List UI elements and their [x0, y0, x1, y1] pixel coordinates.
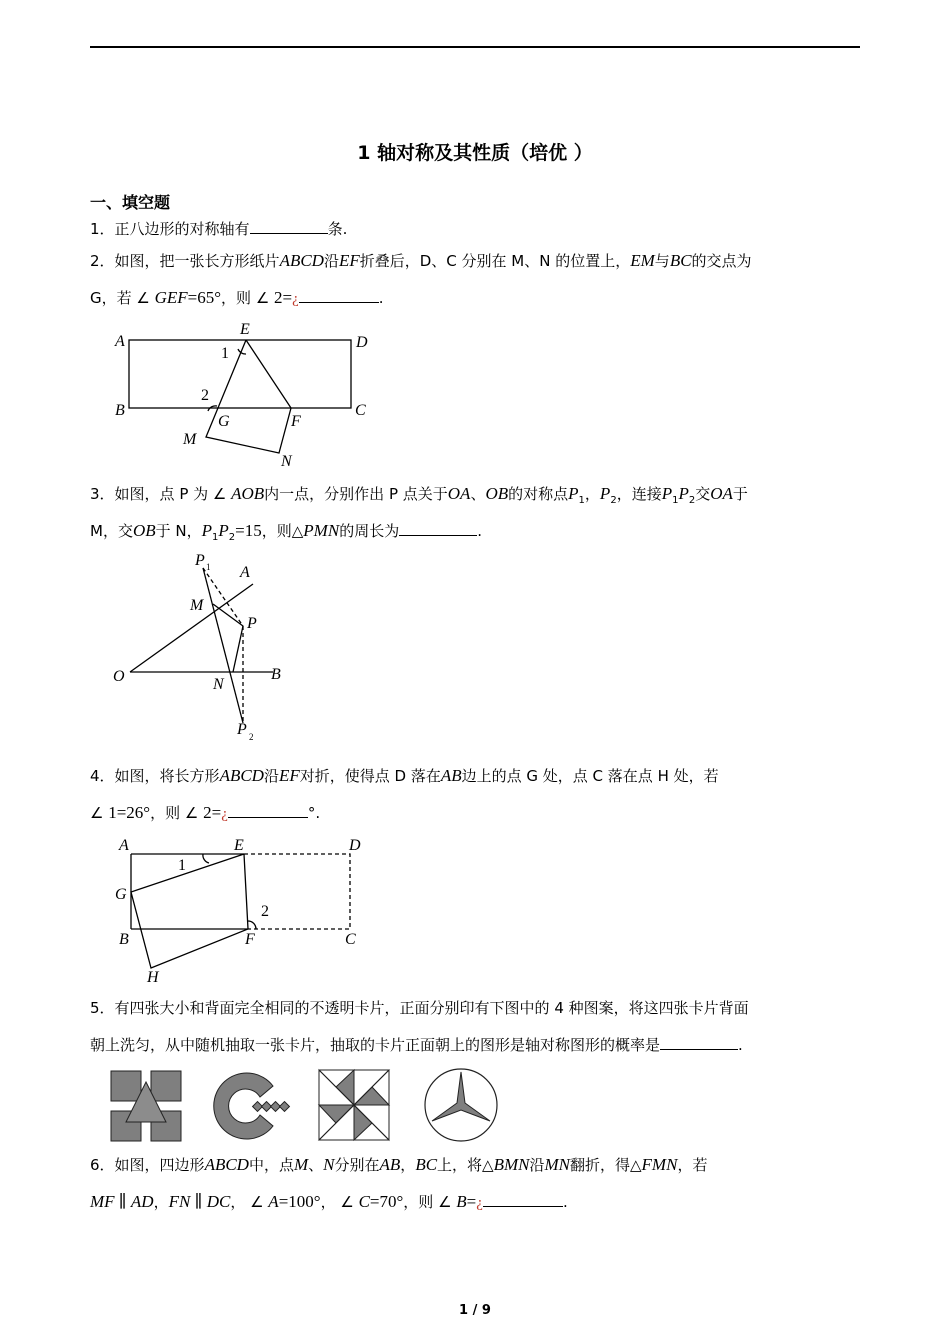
q3-text: 于 N，	[155, 522, 202, 540]
q5-text: 朝上洗匀，从中随机抽取一张卡片，抽取的卡片正面朝上的图形是轴对称图形的概率是	[90, 1036, 661, 1054]
q4-label-B: B	[119, 931, 129, 948]
q5-card-4-circle-star	[422, 1066, 500, 1144]
q2-label-A: A	[115, 333, 125, 350]
q3-math: PMN	[303, 521, 340, 540]
q4-glyph: ¿	[221, 806, 228, 822]
q4-number-value: 1=26°	[108, 803, 151, 822]
q3-math: P	[599, 484, 611, 503]
question-6-line-2	[90, 1191, 568, 1212]
q4-math: ABCD	[219, 766, 264, 785]
q2-label-C: C	[355, 402, 366, 419]
q3-text: 的周长为	[339, 522, 400, 540]
q6-math: BC	[415, 1155, 438, 1174]
section-heading: 一、填空题	[90, 193, 171, 212]
q4-label-G: G	[115, 886, 127, 903]
q3-label-B: B	[271, 666, 281, 683]
q2-label-B: B	[115, 402, 125, 419]
q4-folded-part	[131, 854, 248, 968]
q6-parallel-sign: ∥	[190, 1192, 207, 1211]
q2-text: ，则 ∠	[221, 289, 275, 307]
q2-math: BC	[669, 251, 692, 270]
q2-number: 2．	[90, 252, 115, 270]
q3-label-P2: P	[237, 721, 247, 738]
q3-segment-PN	[233, 626, 243, 672]
q3-math: P	[568, 484, 579, 503]
q5-number: 5．	[90, 999, 115, 1017]
q2-label-E: E	[240, 321, 250, 338]
q4-text: ，则 ∠	[150, 804, 204, 822]
q4-text: ∠	[90, 804, 109, 822]
q3-dashed-P1P	[203, 568, 243, 626]
q6-math: FMN	[641, 1155, 678, 1174]
question-6-line-1	[90, 1154, 707, 1175]
q4-math: AB	[440, 766, 462, 785]
q6-math: AD	[130, 1192, 154, 1211]
q5-card-3-pinwheel	[318, 1069, 390, 1141]
q6-math: B	[456, 1192, 467, 1211]
q4-angle-1-arc	[203, 854, 209, 863]
q4-label-D: D	[349, 837, 361, 854]
q3-label-P1: P	[195, 552, 205, 569]
q3-label-A: A	[240, 564, 250, 581]
q3-answer-blank[interactable]	[399, 521, 477, 536]
q4-number: 4．	[90, 767, 115, 785]
q6-number: 6．	[90, 1156, 115, 1174]
q2-text: 如图，把一张长方形纸片	[114, 252, 280, 270]
q3-math: OB	[132, 521, 156, 540]
q4-figure	[105, 832, 375, 992]
q6-number-value: =100°	[278, 1192, 321, 1211]
q4-text: 沿	[263, 767, 279, 785]
q6-number-value: =70°	[369, 1192, 404, 1211]
q2-text-end: .	[378, 289, 384, 307]
q6-math: BMN	[493, 1155, 530, 1174]
q6-text: 翻折，得△	[570, 1156, 642, 1174]
q2-folded-part	[206, 340, 291, 453]
q6-number-value: =	[466, 1192, 477, 1211]
q3-text-end: .	[477, 522, 482, 540]
q3-text: 如图，点 P 为 ∠	[114, 485, 232, 503]
q6-parallel-sign: ∥	[114, 1192, 131, 1211]
q3-text: 交	[695, 485, 711, 503]
q3-text: ，则△	[261, 522, 304, 540]
q3-math: OB	[485, 484, 509, 503]
q6-text: 分别在	[334, 1156, 380, 1174]
q4-answer-blank[interactable]	[228, 803, 308, 818]
q6-text-end: .	[562, 1193, 568, 1211]
q2-label-2: 2	[201, 387, 209, 404]
q3-text: ，	[584, 485, 600, 503]
q3-label-N: N	[213, 676, 224, 693]
q2-math: EF	[338, 251, 360, 270]
q4-label-F: F	[245, 931, 255, 948]
q4-text-end: °.	[307, 804, 321, 822]
q3-label-P: P	[247, 615, 257, 632]
q6-text: ，则 ∠	[403, 1193, 457, 1211]
page-number: 1 / 9	[459, 1303, 491, 1318]
q2-text: 的交点为	[691, 252, 752, 270]
q3-text: M，交	[90, 522, 133, 540]
q3-line-P1P2	[203, 568, 243, 723]
q6-text: ，	[153, 1193, 169, 1211]
q6-math: N	[323, 1155, 335, 1174]
q6-math: AB	[379, 1155, 401, 1174]
question-5-line-2	[90, 1034, 743, 1055]
q4-label-C: C	[345, 931, 356, 948]
q4-label-E: E	[234, 837, 244, 854]
q4-math: EF	[278, 766, 300, 785]
q4-text: 边上的点 G 处，点 C 落在点 H 处，若	[461, 767, 719, 785]
q2-number-value: =65°	[187, 288, 222, 307]
q4-label-2: 2	[261, 903, 269, 920]
q4-label-A: A	[119, 837, 129, 854]
q3-label-P1-sub: 1	[206, 562, 211, 572]
q3-subscript: 1	[212, 532, 219, 543]
q3-math: P	[678, 484, 689, 503]
question-5-line-1	[90, 997, 749, 1018]
q2-text: 沿	[323, 252, 339, 270]
q2-text: 折叠后，D、C 分别在 M、N 的位置上，	[359, 252, 631, 270]
q5-text: 有四张大小和背面完全相同的不透明卡片，正面分别印有下图中的 4 种图案，将这四张卡片背面	[114, 999, 749, 1017]
q3-subscript: 2	[228, 532, 236, 543]
q3-subscript: 2	[610, 495, 617, 506]
q6-text: 沿	[529, 1156, 545, 1174]
q6-math: MN	[544, 1155, 570, 1174]
q4-label-H: H	[147, 969, 159, 986]
question-4-line-2	[90, 802, 320, 823]
q6-text: ，若	[677, 1156, 708, 1174]
q6-math: C	[358, 1192, 370, 1211]
q4-angle-2-arc	[248, 921, 256, 929]
q6-math: A	[268, 1192, 279, 1211]
q6-text: 如图，四边形	[114, 1156, 205, 1174]
q2-number-value: 2=	[274, 288, 293, 307]
q5-card-1-squares-triangle	[110, 1070, 182, 1142]
q6-text: ，	[400, 1156, 416, 1174]
q6-text: 上，将△	[437, 1156, 494, 1174]
q3-number-value: =15	[235, 521, 262, 540]
q2-math: EM	[630, 251, 655, 270]
q2-figure	[105, 316, 385, 476]
q5-card-2-c-shape	[208, 1068, 288, 1144]
q2-answer-blank[interactable]	[299, 288, 379, 303]
q2-label-F: F	[291, 413, 301, 430]
q6-math: FN	[168, 1192, 191, 1211]
question-4-line-1	[90, 765, 719, 786]
q3-math: AOB	[231, 484, 265, 503]
q2-label-M: M	[183, 431, 197, 448]
q3-text: 内一点，分别作出 P 点关于	[264, 485, 448, 503]
q3-figure	[105, 548, 305, 748]
q2-glyph: ¿	[292, 291, 299, 307]
q4-text: 如图，将长方形	[114, 767, 220, 785]
q4-label-1: 1	[178, 857, 186, 874]
q2-text: 与	[654, 252, 670, 270]
question-2-line-2	[90, 287, 384, 308]
q5-text-end: .	[738, 1036, 743, 1054]
q4-dashed-original	[244, 854, 350, 929]
q6-text: 、	[308, 1156, 324, 1174]
header-rule	[90, 46, 860, 48]
q1-text-end: 条.	[327, 220, 348, 238]
q3-label-O: O	[113, 668, 125, 685]
q6-math: ABCD	[204, 1155, 249, 1174]
q3-text: ，连接	[616, 485, 662, 503]
q6-glyph: ¿	[476, 1195, 483, 1211]
q3-number: 3．	[90, 485, 115, 503]
q3-math: P	[218, 521, 229, 540]
q3-text: 的对称点	[508, 485, 569, 503]
question-3-line-1	[90, 483, 748, 506]
q3-subscript: 1	[672, 495, 679, 506]
q3-subscript: 1	[578, 495, 585, 506]
q3-subscript: 2	[688, 495, 696, 506]
q2-rectangle	[129, 340, 351, 408]
q6-text: ， ∠	[230, 1193, 269, 1211]
q3-math: OA	[447, 484, 471, 503]
q1-number: 1．	[90, 220, 115, 238]
q3-math: OA	[710, 484, 733, 503]
q3-label-P2-sub: 2	[249, 732, 254, 742]
q2-text: G，若 ∠	[90, 289, 155, 307]
question-3-line-2	[90, 520, 482, 543]
q6-answer-blank[interactable]	[483, 1192, 563, 1207]
q4-text: 对折，使得点 D 落在	[299, 767, 441, 785]
q2-label-1: 1	[221, 345, 229, 362]
q1-answer-blank[interactable]	[250, 219, 328, 234]
q2-math: ABCD	[279, 251, 324, 270]
q2-label-N: N	[281, 453, 292, 470]
q6-text: ， ∠	[320, 1193, 359, 1211]
q3-text: 、	[470, 485, 486, 503]
q2-label-D: D	[356, 334, 368, 351]
q3-text: 于	[732, 485, 748, 503]
question-2-line-1	[90, 250, 752, 271]
q3-label-M: M	[190, 597, 204, 614]
q4-number-value: 2=	[203, 803, 222, 822]
q6-text: 中，点	[248, 1156, 294, 1174]
q6-math: MF	[90, 1192, 115, 1211]
q5-answer-blank[interactable]	[660, 1035, 738, 1050]
question-1	[90, 218, 347, 239]
q3-math: P	[201, 521, 213, 540]
q6-math: M	[293, 1155, 309, 1174]
q3-math: P	[661, 484, 673, 503]
q2-math: GEF	[154, 288, 188, 307]
q2-label-G: G	[218, 413, 230, 430]
q6-math: DC	[206, 1192, 231, 1211]
q1-text: 正八边形的对称轴有	[114, 220, 250, 238]
page-title: 1 轴对称及其性质（培优 ）	[357, 142, 593, 164]
